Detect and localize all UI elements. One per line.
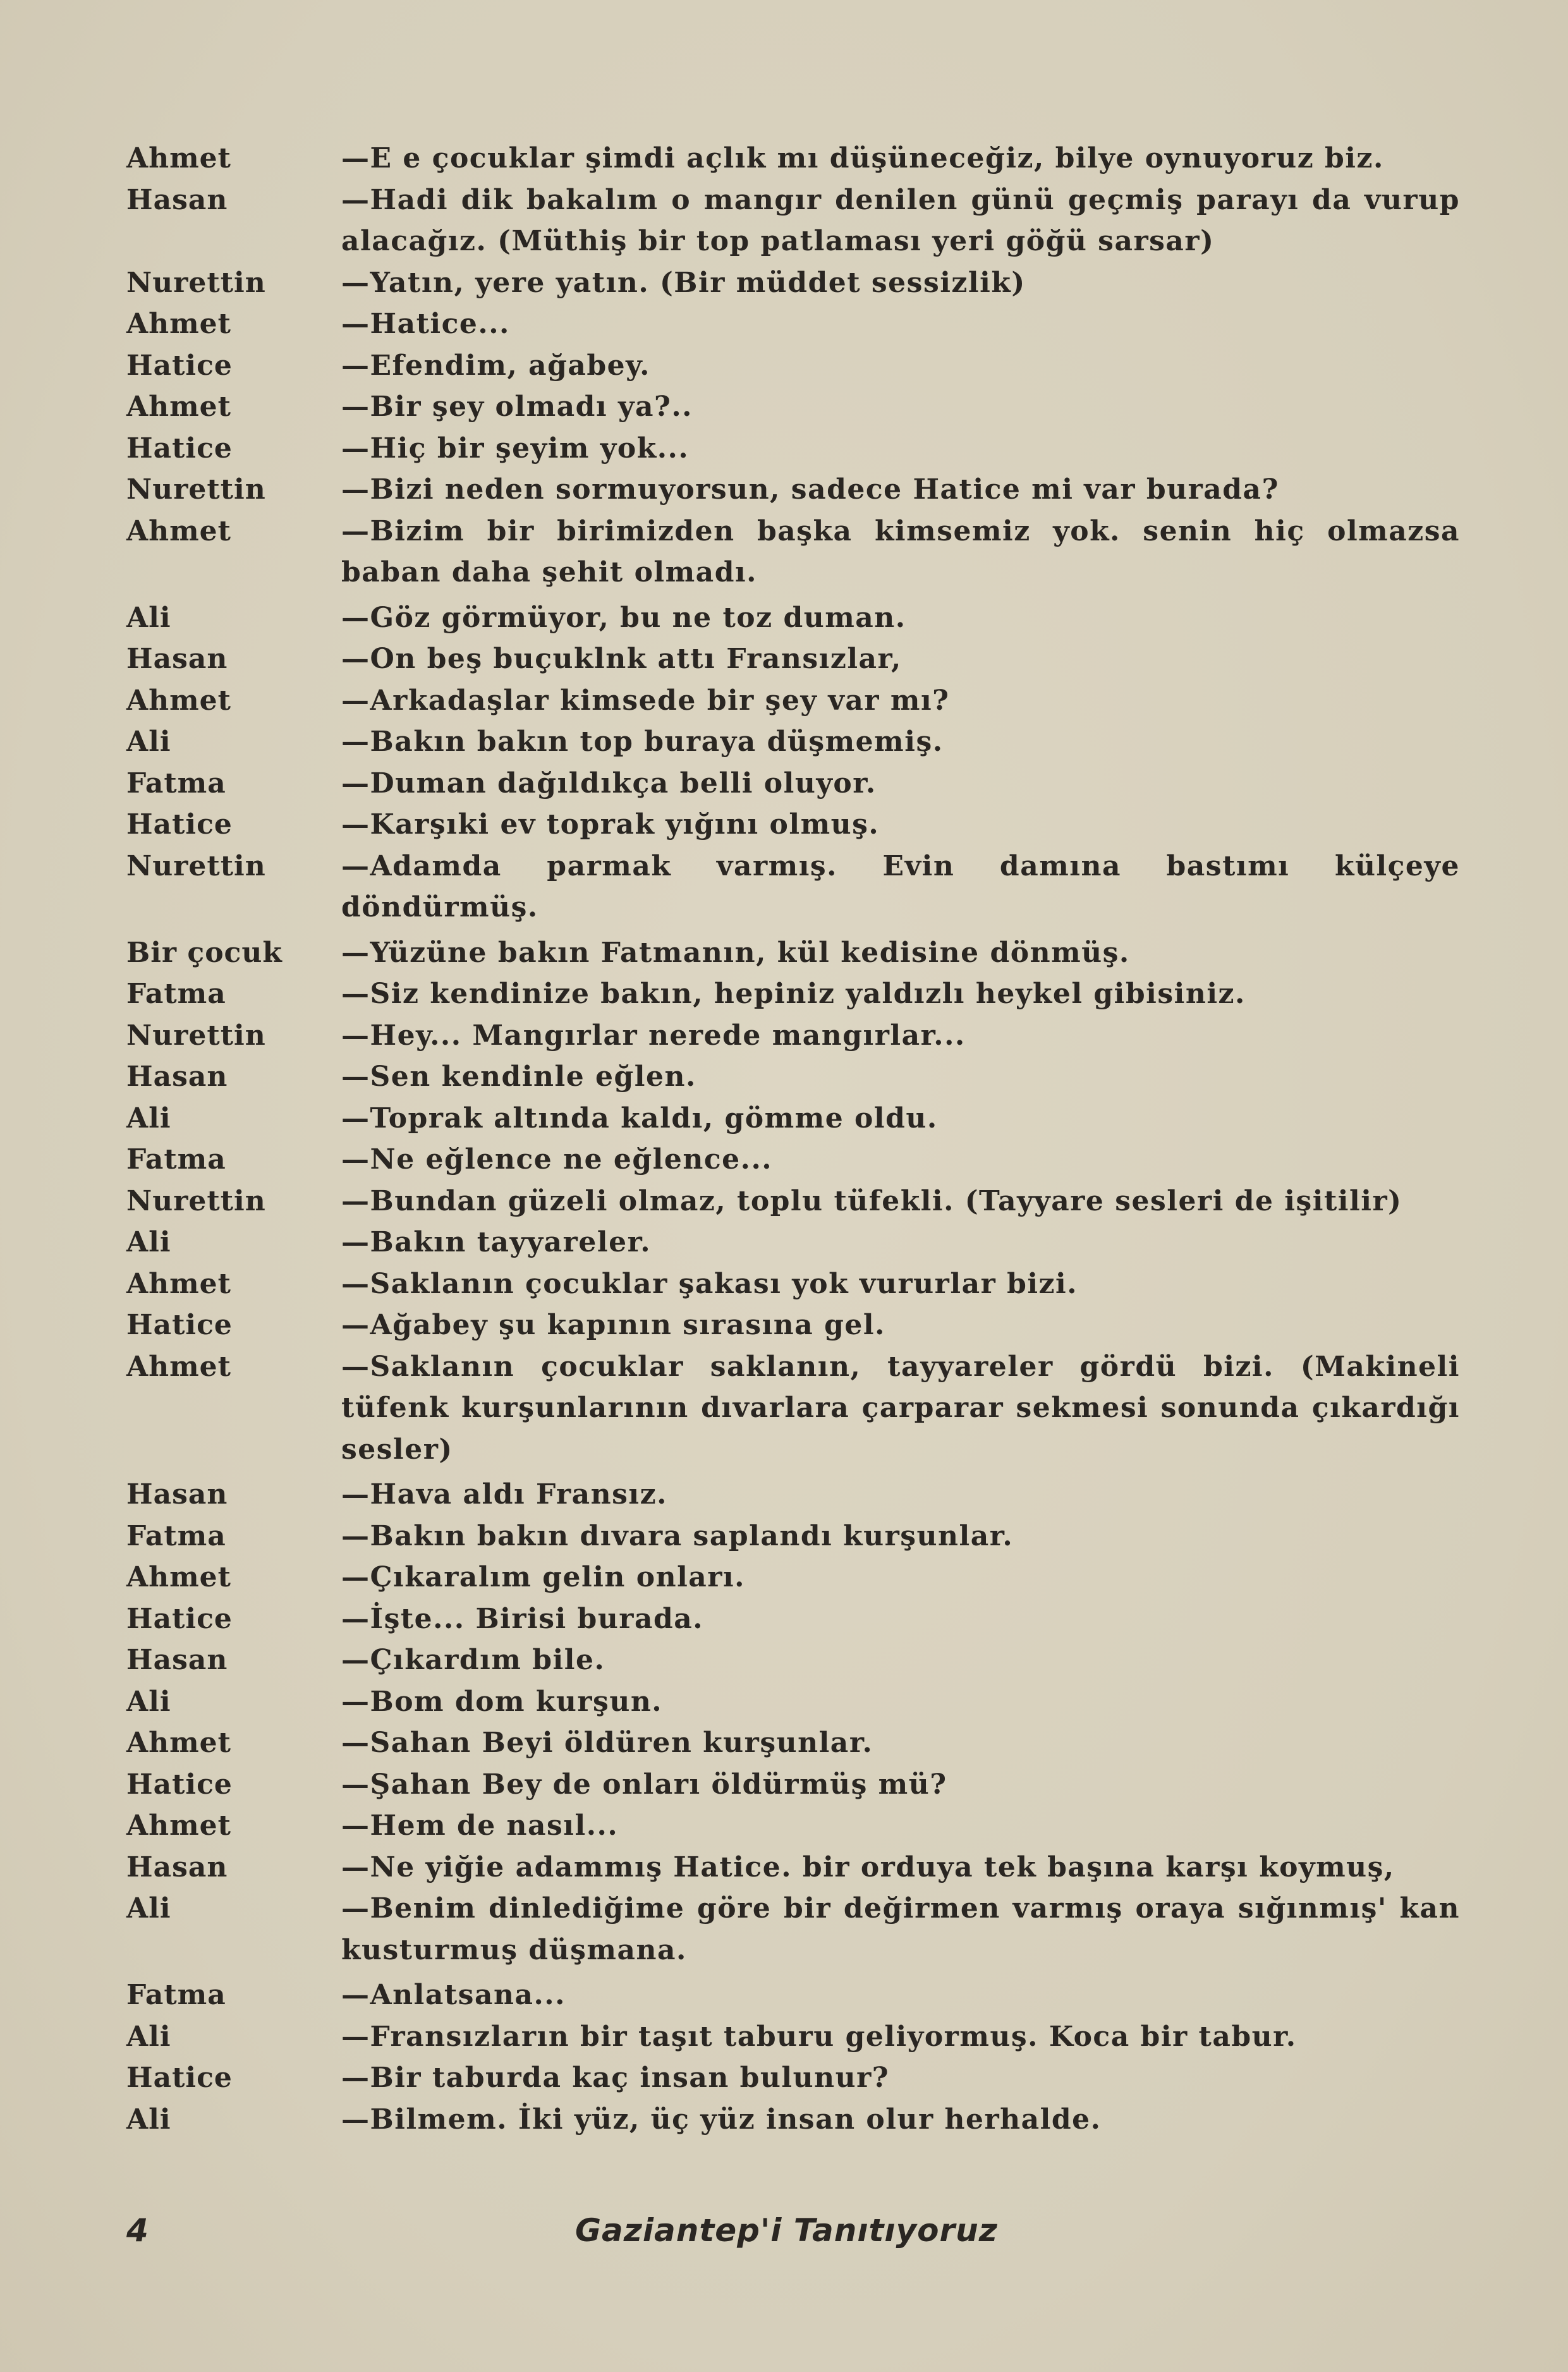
dialogue-row <box>126 973 1460 1015</box>
speaker-name: Ali <box>126 1685 171 1718</box>
dialogue-line: —Adamda parmak varmış. Evin damına bastımı külçeye döndürmüş. <box>341 849 1460 923</box>
speaker-name: Ahmet <box>126 684 232 717</box>
dialogue-line: —Çıkaralım gelin onları. <box>341 1561 746 1593</box>
dialogue-line: —Saklanın çocuklar şakası yok vururlar bizi. <box>341 1267 1078 1300</box>
speaker-name: Nurettin <box>126 266 266 299</box>
dialogue-row <box>126 469 1460 511</box>
dialogue-line: —Sahan Beyi öldüren kurşunlar. <box>341 1727 873 1759</box>
dialogue-line: —On beş buçuklnk attı Fransızlar, <box>341 643 902 675</box>
speaker-name: Nurettin <box>126 849 266 882</box>
dialogue-row <box>126 1847 1460 1888</box>
dialogue-line: —Bundan güzeli olmaz, toplu tüfekli. (Tayyare sesleri de işitilir) <box>341 1184 1402 1217</box>
dialogue-row <box>126 303 1460 345</box>
speaker-name: Hasan <box>126 1851 228 1883</box>
speaker-name: Hatice <box>126 1602 233 1635</box>
dialogue-row <box>126 179 1460 262</box>
speaker-name: Hasan <box>126 643 228 675</box>
dialogue-line: —Fransızların bir taşıt taburu geliyormuş. Koca bir tabur. <box>341 2020 1297 2053</box>
dialogue-line: —Saklanın çocuklar saklanın, tayyareler gördü bizi. (Makineli tüfenk kurşunlarının dıvarlara çarparar sekmesi sonunda çıkardığı sesler) <box>341 1350 1460 1466</box>
dialogue-line: —Bir taburda kaç insan bulunur? <box>341 2062 890 2094</box>
speaker-name: Hasan <box>126 183 228 216</box>
speaker-name: Nurettin <box>126 1019 266 1052</box>
dialogue-line: —Bir şey olmadı ya?.. <box>341 391 693 423</box>
dialogue-row <box>126 1222 1460 1263</box>
dialogue-row <box>126 1098 1460 1140</box>
speaker-name: Ali <box>126 601 171 634</box>
dialogue-row <box>126 1722 1460 1764</box>
dialogue-line: —Hadi dik bakalım o mangır denilen günü geçmiş parayı da vurup alacağız. (Müthiş bir top patlaması yeri göğü sarsar) <box>341 183 1460 257</box>
dialogue-line: —Hem de nasıl... <box>341 1809 619 1842</box>
dialogue-row <box>126 638 1460 680</box>
page-footer <box>126 2212 1460 2263</box>
dialogue-block <box>126 138 1460 2140</box>
dialogue-line: —Bizim bir birimizden başka kimsemiz yok. senin hiç olmazsa baban daha şehit olmadı. <box>341 514 1460 588</box>
speaker-name: Ahmet <box>126 142 232 174</box>
dialogue-row <box>126 1516 1460 1557</box>
dialogue-line: —Sen kendinle eğlen. <box>341 1061 696 1093</box>
dialogue-line: —Efendim, ağabey. <box>341 349 651 382</box>
speaker-name: Fatma <box>126 767 226 800</box>
speaker-name: Hasan <box>126 1644 228 1676</box>
dialogue-row <box>126 2016 1460 2058</box>
speaker-name: Hatice <box>126 1768 233 1801</box>
dialogue-row <box>126 1681 1460 1723</box>
dialogue-line: —Benim dinlediğime göre bir değirmen varmış oraya sığınmış' kan kusturmuş düşmana. <box>341 1892 1460 1966</box>
speaker-name: Hatice <box>126 1309 233 1341</box>
dialogue-line: —Siz kendinize bakın, hepiniz yaldızlı heykel gibisiniz. <box>341 978 1246 1010</box>
speaker-name: Hatice <box>126 808 233 841</box>
dialogue-line: —Karşıki ev toprak yığını olmuş. <box>341 808 880 841</box>
dialogue-row <box>126 1805 1460 1847</box>
speaker-name: Fatma <box>126 1519 226 1552</box>
dialogue-line: —Ne eğlence ne eğlence... <box>341 1143 773 1176</box>
dialogue-line: —İşte... Birisi burada. <box>341 1602 704 1635</box>
dialogue-row <box>126 1974 1460 2016</box>
dialogue-row <box>126 804 1460 846</box>
speaker-name: Ahmet <box>126 1267 232 1300</box>
dialogue-line: —Duman dağıldıkça belli oluyor. <box>341 767 877 800</box>
dialogue-line: —Bakın tayyareler. <box>341 1226 652 1258</box>
speaker-name: Ahmet <box>126 514 232 547</box>
dialogue-row <box>126 1639 1460 1681</box>
speaker-name: Hatice <box>126 432 233 465</box>
speaker-name: Ahmet <box>126 1727 232 1759</box>
dialogue-line: —Arkadaşlar kimsede bir şey var mı? <box>341 684 950 717</box>
dialogue-line: —E e çocuklar şimdi açlık mı düşüneceğiz, bilye oynuyoruz biz. <box>341 142 1384 174</box>
dialogue-row <box>126 138 1460 179</box>
dialogue-line: —Toprak altında kaldı, gömme oldu. <box>341 1102 938 1134</box>
dialogue-row <box>126 1015 1460 1057</box>
speaker-name: Ahmet <box>126 1561 232 1593</box>
dialogue-row <box>126 846 1460 928</box>
dialogue-row <box>126 1764 1460 1806</box>
dialogue-line: —Şahan Bey de onları öldürmüş mü? <box>341 1768 947 1801</box>
dialogue-row <box>126 1474 1460 1516</box>
dialogue-row <box>126 262 1460 304</box>
dialogue-line: —Hiç bir şeyim yok... <box>341 432 690 465</box>
dialogue-line: —Bakın bakın dıvara saplandı kurşunlar. <box>341 1519 1014 1552</box>
speaker-name: Ahmet <box>126 391 232 423</box>
speaker-name: Fatma <box>126 1143 226 1176</box>
dialogue-line: —Hatice... <box>341 308 510 340</box>
dialogue-line: —Hava aldı Fransız. <box>341 1478 667 1511</box>
speaker-name: Ahmet <box>126 1350 232 1383</box>
speaker-name: Nurettin <box>126 1184 266 1217</box>
dialogue-row <box>126 511 1460 593</box>
dialogue-row <box>126 763 1460 805</box>
dialogue-row <box>126 597 1460 639</box>
speaker-name: Nurettin <box>126 473 266 506</box>
speaker-name: Hasan <box>126 1478 228 1511</box>
dialogue-line: —Bilmem. İki yüz, üç yüz insan olur herhalde. <box>341 2103 1102 2136</box>
dialogue-row <box>126 680 1460 722</box>
dialogue-row <box>126 1598 1460 1640</box>
dialogue-line: —Anlatsana... <box>341 1979 566 2011</box>
dialogue-row <box>126 1557 1460 1598</box>
dialogue-row <box>126 1305 1460 1346</box>
dialogue-line: —Bakın bakın top buraya düşmemiş. <box>341 726 944 758</box>
speaker-name: Ali <box>126 726 171 758</box>
speaker-name: Ali <box>126 1892 171 1925</box>
dialogue-row <box>126 1263 1460 1305</box>
page-number: 4 <box>126 2212 149 2249</box>
speaker-name: Fatma <box>126 978 226 1010</box>
speaker-name: Hatice <box>126 2062 233 2094</box>
dialogue-row <box>126 345 1460 387</box>
dialogue-line: —Ne yiğie adammış Hatice. bir orduya tek başına karşı koymuş, <box>341 1851 1395 1883</box>
dialogue-line: —Bizi neden sormuyorsun, sadece Hatice mi var burada? <box>341 473 1279 506</box>
dialogue-row <box>126 1056 1460 1098</box>
dialogue-row <box>126 1139 1460 1181</box>
dialogue-row <box>126 1181 1460 1222</box>
dialogue-line: —Çıkardım bile. <box>341 1644 605 1676</box>
dialogue-row <box>126 721 1460 763</box>
footer-title: Gaziantep'i Tanıtıyoruz <box>575 2212 998 2249</box>
speaker-name: Ali <box>126 2020 171 2053</box>
speaker-name: Hatice <box>126 349 233 382</box>
speaker-name: Fatma <box>126 1979 226 2011</box>
dialogue-row <box>126 2057 1460 2099</box>
speaker-name: Bir çocuk <box>126 936 283 969</box>
dialogue-row <box>126 2099 1460 2141</box>
dialogue-row <box>126 1346 1460 1471</box>
dialogue-row <box>126 932 1460 974</box>
speaker-name: Ahmet <box>126 1809 232 1842</box>
speaker-name: Ali <box>126 1102 171 1134</box>
dialogue-line: —Göz görmüyor, bu ne toz duman. <box>341 601 906 634</box>
speaker-name: Ali <box>126 1226 171 1258</box>
dialogue-row <box>126 428 1460 470</box>
dialogue-line: —Ağabey şu kapının sırasına gel. <box>341 1309 885 1341</box>
speaker-name: Ahmet <box>126 308 232 340</box>
dialogue-line: —Yatın, yere yatın. (Bir müddet sessizlik) <box>341 266 1026 299</box>
dialogue-line: —Bom dom kurşun. <box>341 1685 663 1718</box>
dialogue-row <box>126 386 1460 428</box>
dialogue-line: —Yüzüne bakın Fatmanın, kül kedisine dönmüş. <box>341 936 1130 969</box>
speaker-name: Ali <box>126 2103 171 2136</box>
dialogue-line: —Hey... Mangırlar nerede mangırlar... <box>341 1019 966 1052</box>
dialogue-row <box>126 1888 1460 1971</box>
speaker-name: Hasan <box>126 1061 228 1093</box>
